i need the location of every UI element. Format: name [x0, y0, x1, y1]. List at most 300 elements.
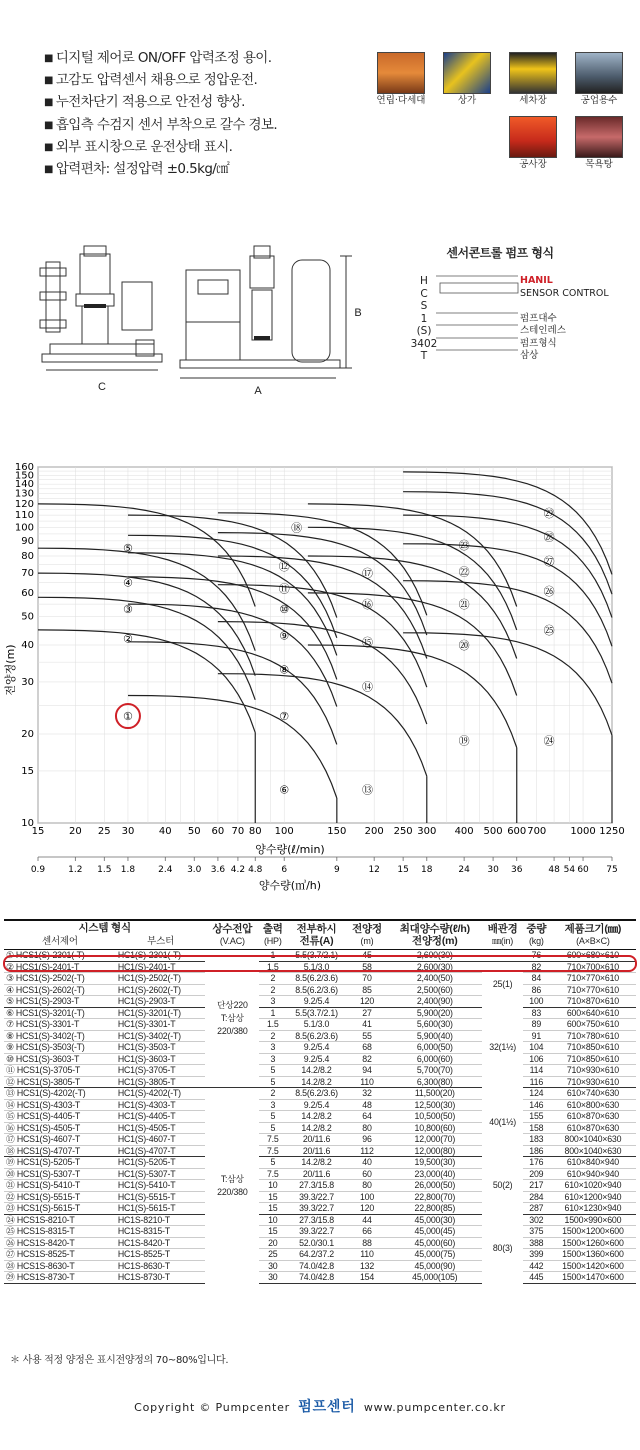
table-row: [4, 1042, 636, 1054]
output-hp: 2: [259, 984, 286, 996]
output-hp: 15: [259, 1226, 286, 1238]
table-row: [4, 1272, 636, 1284]
booster-model: HC1(S)-2602(-T): [116, 984, 206, 996]
zone-label: ⑮: [362, 635, 374, 649]
x2-tick-label: 2.4: [158, 865, 173, 875]
product-size: 800×1040×630: [550, 1145, 636, 1157]
zone-label: ⑳: [458, 639, 470, 652]
pump-curve: [218, 556, 427, 659]
construction-icon: [509, 116, 557, 158]
max-flow: 10,800(60): [387, 1122, 482, 1134]
weight: 116: [523, 1076, 550, 1088]
table-row: [4, 1065, 636, 1077]
product-size: 710×930×610: [550, 1065, 636, 1077]
output-hp: 30: [259, 1260, 286, 1272]
apartment-icon: [377, 52, 425, 94]
output-hp: 3: [259, 1053, 286, 1065]
x-tick-label: 15: [31, 826, 45, 837]
pump-curve: [403, 515, 612, 618]
pump-curve: [38, 630, 255, 733]
header-maxflow2: 전양정(m): [412, 935, 458, 947]
feature-item: ■ 흡입측 수검지 센서 부착으로 갈수 경보.: [44, 115, 277, 137]
model-code: 3402: [410, 337, 438, 350]
output-hp: 2: [259, 1030, 286, 1042]
app-label: 세차장: [519, 95, 547, 106]
full-load-current: 14.2/8.2: [286, 1157, 346, 1169]
total-head: 41: [347, 1019, 387, 1031]
weight: 445: [523, 1272, 550, 1284]
max-flow: 6,300(80): [387, 1076, 482, 1088]
max-flow: 45,000(45): [387, 1226, 482, 1238]
output-hp: 1.5: [259, 961, 286, 973]
model-code: S: [420, 300, 428, 312]
y-tick-label: 15: [21, 765, 34, 777]
header-booster: 부스터: [147, 936, 175, 947]
x-tick-label: 60: [211, 826, 225, 837]
output-hp: 3: [259, 1099, 286, 1111]
sensor-model: ⑨ HCS1(S)-3503(-T): [4, 1042, 116, 1054]
booster-model: HC1(S)-5307-T: [116, 1168, 206, 1180]
x-tick-label: 1000: [570, 826, 596, 837]
full-load-current: 5.1/3.0: [286, 961, 346, 973]
model-code: T: [420, 350, 428, 362]
weight: 83: [523, 1007, 550, 1019]
table-row: [4, 1076, 636, 1088]
weight: 89: [523, 1019, 550, 1031]
sensor-model: ⑤ HCS1(S)-2903-T: [4, 996, 116, 1008]
feature-item: ■ 디지털 제어로 ON/OFF 압력조정 용이.: [44, 48, 277, 70]
sensor-model: ㉑ HCS1(S)-5410-T: [4, 1180, 116, 1192]
weight: 186: [523, 1145, 550, 1157]
sensor-model: ⑦ HCS1(S)-3301-T: [4, 1019, 116, 1031]
voltage-group: 단상220 T:삼상 220/380: [205, 950, 259, 1088]
sensor-model: ⑧ HCS1(S)-3402(-T): [4, 1030, 116, 1042]
booster-model: HC1(S)-5205-T: [116, 1157, 206, 1169]
y-tick-label: 50: [21, 611, 34, 623]
pump-curve: [403, 472, 612, 575]
weight: 183: [523, 1134, 550, 1146]
weight: 84: [523, 973, 550, 985]
header-head: 전양정: [352, 923, 382, 935]
output-hp: 2: [259, 1088, 286, 1100]
feature-list: [44, 48, 277, 181]
y-tick-label: 120: [14, 498, 34, 510]
pump-curve: [128, 642, 337, 745]
pipe-size: 40(1½): [482, 1088, 522, 1157]
booster-model: HC1(S)-3603-T: [116, 1053, 206, 1065]
pump-drawing: [36, 240, 366, 405]
booster-model: HC1S-8315-T: [116, 1226, 206, 1238]
x-axis-lpm-label: 양수량(ℓ/min): [255, 843, 325, 856]
store-icon: [443, 52, 491, 94]
app-label: 연립·다세대: [376, 95, 426, 106]
header-supply: 상수전압: [212, 923, 253, 935]
pump-curve: [218, 674, 427, 777]
x-tick-label: 70: [231, 826, 245, 837]
pipe-size: 32(1½): [482, 1007, 522, 1088]
zone-label: ㉔: [543, 734, 555, 748]
booster-model: HC1(S)-3503-T: [116, 1042, 206, 1054]
x-tick-label: 700: [527, 826, 547, 837]
output-hp: 7.5: [259, 1168, 286, 1180]
booster-model: HC1(S)-3705-T: [116, 1065, 206, 1077]
x2-tick-label: 3.0: [187, 865, 202, 875]
x2-tick-label: 12: [368, 865, 380, 875]
total-head: 55: [347, 1030, 387, 1042]
weight: 124: [523, 1088, 550, 1100]
x2-tick-label: 36: [511, 865, 523, 875]
weight: 91: [523, 1030, 550, 1042]
app-label: 공업용수: [580, 95, 618, 106]
factory-icon: [575, 52, 623, 94]
zone-label: ⑦: [279, 710, 290, 724]
app-label: 공사장: [519, 159, 547, 170]
header-output-unit: (HP): [263, 936, 282, 946]
application-icons: [372, 52, 640, 182]
zone-label: ⑨: [279, 629, 290, 643]
app-label: 목욕탕: [585, 159, 613, 170]
product-size: 710×780×610: [550, 1030, 636, 1042]
app-store: [438, 52, 496, 107]
x2-tick-label: 75: [606, 865, 618, 875]
output-hp: 25: [259, 1249, 286, 1261]
product-size: 610×870×630: [550, 1122, 636, 1134]
x-axis-lpm-ticks: [32, 826, 625, 837]
sensor-model: ⑪ HCS1(S)-3705-T: [4, 1065, 116, 1077]
output-hp: 10: [259, 1214, 286, 1226]
zone-label: ㉘: [543, 530, 555, 544]
sensor-model: ㉙ HCS1S-8730-T: [4, 1272, 116, 1284]
x-tick-label: 150: [327, 826, 347, 837]
zone-label: ⑱: [291, 521, 303, 535]
x2-tick-label: 4.8: [248, 865, 263, 875]
output-hp: 5: [259, 1111, 286, 1123]
weight: 86: [523, 984, 550, 996]
weight: 104: [523, 1042, 550, 1054]
x2-tick-label: 3.6: [210, 865, 226, 875]
model-code: (S): [416, 325, 432, 337]
pump-curve: [128, 577, 337, 680]
total-head: 64: [347, 1111, 387, 1123]
product-size: 610×940×940: [550, 1168, 636, 1180]
sensor-model: ⑰ HCS1(S)-4607-T: [4, 1134, 116, 1146]
total-head: 80: [347, 1180, 387, 1192]
header-sensor: 센서제어: [41, 936, 78, 947]
product-size: 710×700×610: [550, 961, 636, 973]
sensor-model: ⑫ HCS1(S)-3805-T: [4, 1076, 116, 1088]
dim-label-a: A: [254, 385, 262, 397]
weight: 106: [523, 1053, 550, 1065]
weight: 302: [523, 1214, 550, 1226]
x-tick-label: 300: [417, 826, 437, 837]
y-tick-label: 150: [14, 470, 34, 482]
output-hp: 1: [259, 1007, 286, 1019]
table-row: [4, 1019, 636, 1031]
output-hp: 15: [259, 1191, 286, 1203]
zone-label: ㉒: [458, 565, 470, 579]
pipe-size: 50(2): [482, 1157, 522, 1215]
model-code-legend: [400, 244, 609, 363]
pump-curve: [128, 515, 337, 618]
y-tick-label: 130: [14, 488, 34, 500]
output-hp: 20: [259, 1237, 286, 1249]
x-tick-label: 50: [187, 826, 201, 837]
sensor-model: ㉒ HCS1(S)-5515-T: [4, 1191, 116, 1203]
pipe-size: 80(3): [482, 1214, 522, 1283]
x2-tick-label: 6: [281, 865, 288, 875]
dim-label-c: C: [98, 381, 106, 393]
weight: 217: [523, 1180, 550, 1192]
y-axis-label: 전양정(m): [4, 644, 17, 696]
feature-item: ■ 외부 표시창으로 운전상태 표시.: [44, 137, 277, 159]
pump-curve: [308, 527, 517, 630]
max-flow: 19,500(30): [387, 1157, 482, 1169]
full-load-current: 8.5(6.2/3.6): [286, 1088, 346, 1100]
pump-curve: [308, 556, 517, 659]
x-tick-label: 200: [364, 826, 384, 837]
booster-model: HC1(S)-5615-T: [116, 1203, 206, 1215]
x-tick-label: 25: [97, 826, 111, 837]
total-head: 154: [347, 1272, 387, 1284]
x2-tick-label: 9: [333, 865, 340, 875]
full-load-current: 20/11.6: [286, 1145, 346, 1157]
max-flow: 45,000(75): [387, 1249, 482, 1261]
y-tick-label: 70: [21, 568, 34, 580]
weight: 114: [523, 1065, 550, 1077]
max-flow: 45,000(90): [387, 1260, 482, 1272]
x-tick-label: 600: [507, 826, 527, 837]
sensor-model: ㉓ HCS1(S)-5615-T: [4, 1203, 116, 1215]
carwash-icon: [509, 52, 557, 94]
y-tick-label: 110: [14, 510, 34, 522]
model-desc: 스테인레스: [520, 325, 566, 336]
total-head: 110: [347, 1249, 387, 1261]
app-carwash: [504, 52, 562, 107]
sensor-model: ⑲ HCS1(S)-5205-T: [4, 1157, 116, 1169]
pump-curve: [308, 645, 517, 748]
booster-model: HC1(S)-4607-T: [116, 1134, 206, 1146]
zone-label: ㉖: [543, 584, 555, 598]
weight: 100: [523, 996, 550, 1008]
brand-logo: 펌프센터: [298, 1399, 356, 1415]
sensor-model: ⑩ HCS1(S)-3603-T: [4, 1053, 116, 1065]
x2-tick-label: 24: [458, 865, 470, 875]
full-load-current: 14.2/8.2: [286, 1111, 346, 1123]
dim-label-b: B: [354, 307, 362, 319]
weight: 287: [523, 1203, 550, 1215]
output-hp: 1: [259, 950, 286, 962]
copyright-text: Copyright © Pumpcenter: [134, 1401, 290, 1414]
total-head: 44: [347, 1214, 387, 1226]
zone-label: ⑬: [362, 783, 374, 797]
total-head: 58: [347, 961, 387, 973]
sensor-model: ⑱ HCS1(S)-4707-T: [4, 1145, 116, 1157]
pump-curve: [38, 573, 255, 676]
weight: 209: [523, 1168, 550, 1180]
max-flow: 2,400(90): [387, 996, 482, 1008]
zone-label: ㉓: [458, 539, 470, 553]
weight: 375: [523, 1226, 550, 1238]
bathhouse-icon: [575, 116, 623, 158]
table-row: [4, 1145, 636, 1157]
max-flow: 26,000(50): [387, 1180, 482, 1192]
highlight-row-marker: [3, 955, 637, 972]
output-hp: 10: [259, 1180, 286, 1192]
product-size: 710×850×610: [550, 1042, 636, 1054]
full-load-current: 8.5(6.2/3.6): [286, 973, 346, 985]
app-label: 상가: [457, 95, 477, 106]
total-head: 88: [347, 1237, 387, 1249]
model-code: C: [420, 287, 428, 300]
product-size: 610×1230×940: [550, 1203, 636, 1215]
full-load-current: 27.3/15.8: [286, 1214, 346, 1226]
full-load-current: 52.0/30.1: [286, 1237, 346, 1249]
header-output: 출력: [262, 923, 283, 935]
header-current2: 전류(A): [299, 935, 334, 947]
zone-label: ⑧: [279, 663, 290, 677]
full-load-current: 8.5(6.2/3.6): [286, 984, 346, 996]
full-load-current: 20/11.6: [286, 1134, 346, 1146]
sensor-model: ③ HCS1(S)-2502(-T): [4, 973, 116, 985]
max-flow: 10,500(50): [387, 1111, 482, 1123]
sensor-model: ⑭ HCS1(S)-4303-T: [4, 1099, 116, 1111]
full-load-current: 14.2/8.2: [286, 1065, 346, 1077]
full-load-current: 64.2/37.2: [286, 1249, 346, 1261]
chart-curves: [38, 472, 612, 823]
zone-label: ⑤: [123, 542, 133, 556]
header-system: 시스템 형식: [78, 922, 131, 934]
max-flow: 45,000(60): [387, 1237, 482, 1249]
model-code-title: 센서콘트롤 펌프 형식: [446, 246, 554, 260]
max-flow: 2,500(60): [387, 984, 482, 996]
max-flow: 22,800(85): [387, 1203, 482, 1215]
total-head: 100: [347, 1191, 387, 1203]
total-head: 70: [347, 973, 387, 985]
output-hp: 5: [259, 1157, 286, 1169]
output-hp: 5: [259, 1065, 286, 1077]
zone-label: ㉑: [458, 598, 470, 612]
booster-model: HC1S-8420-T: [116, 1237, 206, 1249]
sensor-model: ㉕ HCS1S-8315-T: [4, 1226, 116, 1238]
y-tick-label: 20: [21, 729, 34, 740]
booster-model: HC1(S)-4202(-T): [116, 1088, 206, 1100]
max-flow: 12,000(70): [387, 1134, 482, 1146]
product-size: 610×840×940: [550, 1157, 636, 1169]
header-weight-unit: (kg): [528, 936, 544, 946]
table-row: [4, 1214, 636, 1226]
total-head: 132: [347, 1260, 387, 1272]
total-head: 68: [347, 1042, 387, 1054]
max-flow: 11,500(20): [387, 1088, 482, 1100]
total-head: 32: [347, 1088, 387, 1100]
total-head: 85: [347, 984, 387, 996]
table-row: [4, 1088, 636, 1100]
total-head: 96: [347, 1134, 387, 1146]
zone-label: ⑯: [362, 598, 374, 612]
performance-chart: [0, 455, 640, 895]
full-load-current: 74.0/42.8: [286, 1260, 346, 1272]
product-size: 1500×1420×600: [550, 1260, 636, 1272]
header-supply-unit: (V.AC): [219, 936, 245, 946]
output-hp: 5: [259, 1122, 286, 1134]
app-apartment: [372, 52, 430, 107]
product-size: 1500×1360×600: [550, 1249, 636, 1261]
x2-tick-label: 1.2: [68, 865, 83, 875]
model-desc: 펌프대수: [520, 312, 557, 324]
x2-tick-label: 0.9: [30, 865, 46, 875]
sensor-model: ⑥ HCS1(S)-3201(-T): [4, 1007, 116, 1019]
zone-label: ⑩: [279, 602, 290, 616]
feature-item: ■ 압력편차: 설정압력 ±0.5kg/㎠: [44, 159, 277, 181]
output-hp: 3: [259, 996, 286, 1008]
model-desc: SENSOR CONTROL: [520, 287, 609, 299]
product-size: 610×1020×940: [550, 1180, 636, 1192]
total-head: 66: [347, 1226, 387, 1238]
pump-curve: [38, 548, 255, 651]
booster-model: HC1(S)-4405-T: [116, 1111, 206, 1123]
product-size: 800×1040×630: [550, 1134, 636, 1146]
total-head: 27: [347, 1007, 387, 1019]
total-head: 110: [347, 1076, 387, 1088]
weight: 284: [523, 1191, 550, 1203]
x2-tick-label: 15: [397, 865, 409, 875]
weight: 155: [523, 1111, 550, 1123]
zone-label: ⑫: [278, 560, 290, 574]
weight: 399: [523, 1249, 550, 1261]
full-load-current: 39.3/22.7: [286, 1191, 346, 1203]
header-weight: 중량: [526, 923, 547, 935]
zone-label: ㉗: [543, 554, 555, 568]
full-load-current: 5.5(3.7/2.1): [286, 950, 346, 962]
y-tick-label: 30: [21, 676, 34, 688]
x2-tick-label: 60: [577, 865, 589, 875]
weight: 176: [523, 1157, 550, 1169]
zone-label: ⑪: [278, 582, 290, 596]
product-size: 610×740×630: [550, 1088, 636, 1100]
pump-curve: [403, 633, 612, 736]
max-flow: 23,000(40): [387, 1168, 482, 1180]
x-tick-label: 80: [248, 826, 262, 837]
product-size: 600×680×610: [550, 950, 636, 962]
y-tick-label: 90: [21, 535, 34, 547]
product-size: 610×800×630: [550, 1099, 636, 1111]
full-load-current: 14.2/8.2: [286, 1076, 346, 1088]
x-tick-label: 400: [454, 826, 474, 837]
x2-tick-label: 4.2: [230, 865, 246, 875]
full-load-current: 9.2/5.4: [286, 1099, 346, 1111]
x-tick-label: 100: [274, 826, 294, 837]
max-flow: 5,900(20): [387, 1007, 482, 1019]
sensor-model: ① HCS1(S)-2301(-T): [4, 950, 116, 962]
table-row: [4, 1111, 636, 1123]
product-size: 710×850×610: [550, 1053, 636, 1065]
product-size: 710×930×610: [550, 1076, 636, 1088]
max-flow: 5,900(40): [387, 1030, 482, 1042]
x-tick-label: 30: [121, 826, 135, 837]
x2-tick-label: 48: [548, 865, 560, 875]
booster-model: HC1(S)-5515-T: [116, 1191, 206, 1203]
sensor-model: ⑬ HCS1(S)-4202(-T): [4, 1088, 116, 1100]
sensor-model: ㉔ HCS1S-8210-T: [4, 1214, 116, 1226]
max-flow: 2,600(30): [387, 950, 482, 962]
total-head: 80: [347, 1122, 387, 1134]
full-load-current: 5.1/3.0: [286, 1019, 346, 1031]
y-tick-label: 80: [21, 551, 34, 562]
output-hp: 30: [259, 1272, 286, 1284]
site-url: www.pumpcenter.co.kr: [363, 1401, 506, 1414]
model-code: 1: [420, 312, 428, 325]
model-code: H: [420, 275, 428, 287]
